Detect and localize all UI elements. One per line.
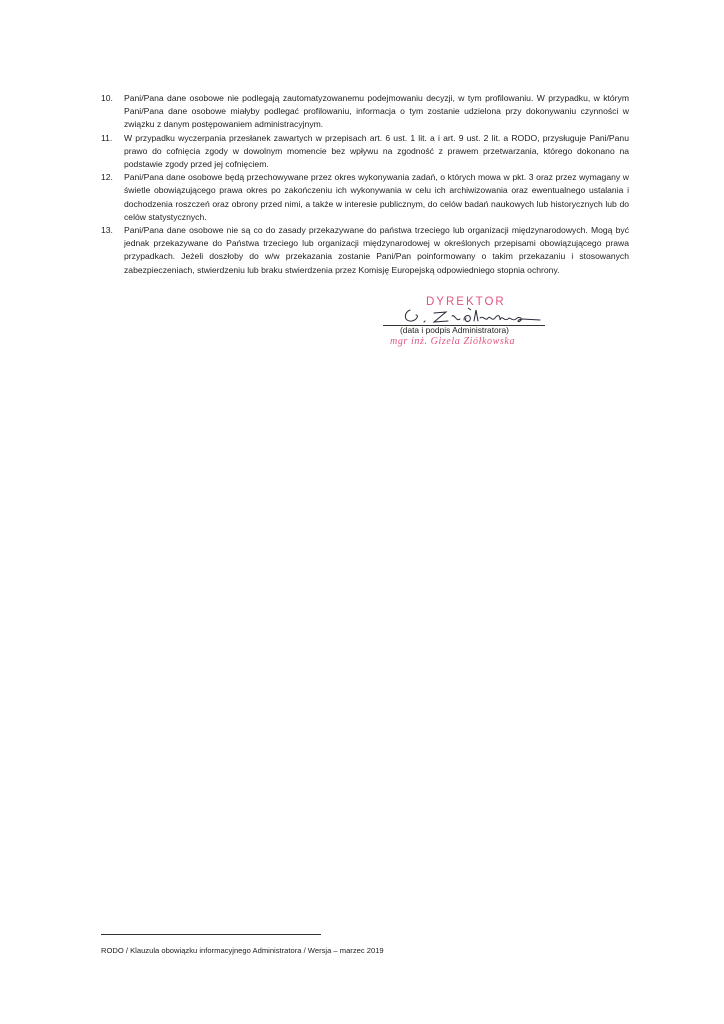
clause-item xyxy=(101,224,629,277)
clause-item xyxy=(101,171,629,224)
signature-block xyxy=(380,296,580,356)
handwritten-signature xyxy=(400,302,550,326)
clause-item xyxy=(101,92,629,132)
clause-number: 13. xyxy=(101,225,113,236)
clause-text: W przypadku wyczerpania przesłanek zawartych w przepisach art. 6 ust. 1 lit. a i art. 9 ust. 2 lit. a RODO, przysługuje Pani/Panu prawo do cofnięcia zgody w dowolnym momencie bez wpływu na zgodność z prawem przetwarzania, którego dokonano na podstawie zgody przed jej cofnięciem. xyxy=(124,132,629,170)
clause-number: 10. xyxy=(101,93,113,103)
signature-caption: (data i podpis Administratora) xyxy=(400,325,509,335)
stamp-title: DYREKTOR xyxy=(426,296,506,308)
clause-item xyxy=(101,132,629,172)
clause-text: Pani/Pana dane osobowe będą przechowywane przez okres wykonywania zadań, o których mowa w pkt. 3 oraz przez wymagany w świetle obowiązującego prawa okres po zakończeniu ich wykonywania w celu ich archiwizowania oraz ewentualnego ustalania i dochodzenia roszczeń oraz obrony przed nimi, a także w interesie publicznym, do celów badań naukowych lub historycznych lub do celów statystycznych. xyxy=(124,172,629,222)
footer-divider xyxy=(101,934,321,935)
clause-text: Pani/Pana dane osobowe nie są co do zasady przekazywane do państwa trzeciego lub organizacji międzynarodowych. Mogą być jednak przekazywane do Państwa trzeciego lub organizacji międzynarodowej w określonych przepisami obowiązującego prawa przypadkach. Jeżeli doszłoby do w/w przekazania zostanie Pani/Pan poinformowany o takim przekazaniu i stosowanych zabezpieczeniach, stwierdzeniu lub braku stwierdzenia przez Komisję Europejską odpowiedniego stopnia ochrony. xyxy=(124,225,629,275)
clause-text: Pani/Pana dane osobowe nie podlegają zautomatyzowanemu podejmowaniu decyzji, w tym profilowaniu. W przypadku, w którym Pani/Pana dane osobowe miałyby podlegać profilowaniu, informacja o tym zostanie udzielona przy dokonywaniu czynności w związku z danym postępowaniem administracyjnym. xyxy=(124,93,629,130)
clause-number: 12. xyxy=(101,172,113,183)
clause-number: 11. xyxy=(101,132,113,143)
stamp-name: mgr inż. Gizela Ziółkowska xyxy=(390,336,516,347)
page-footer: RODO / Klauzula obowiązku informacyjnego Administratora / Wersja – marzec 2019 xyxy=(101,946,384,955)
clause-list xyxy=(101,92,629,277)
